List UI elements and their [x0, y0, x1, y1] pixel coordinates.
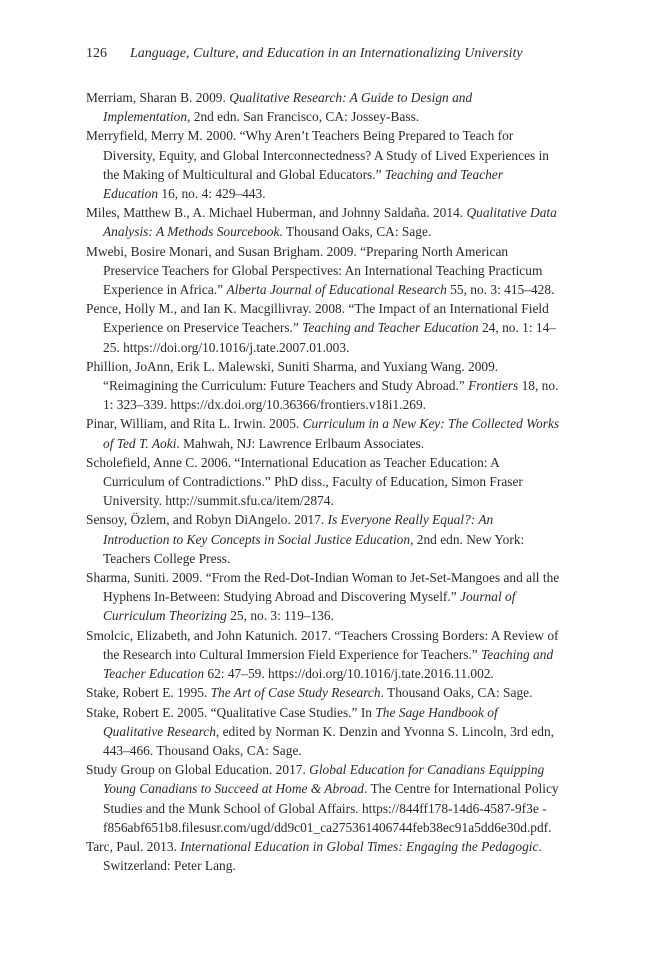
reference-text: 62: 47–59. https://doi.org/10.1016/j.tate.2016.11.002. — [204, 666, 494, 682]
reference-text: Pinar, William, and Rita L. Irwin. 2005. — [86, 416, 303, 432]
reference-title-italic: Qualitative Data Analysis: A Methods Sourcebook — [103, 205, 557, 240]
reference-text: Pence, Holly M., and Ian K. Macgillivray. 2008. “The Impact of an International Field Experience on Preservice Teachers.” — [86, 301, 549, 336]
reference-text: Sensoy, Özlem, and Robyn DiAngelo. 2017. — [86, 512, 328, 528]
reference-text: Phillion, JoAnn, Erik L. Malewski, Suniti Sharma, and Yuxiang Wang. 2009. “Reimagining the Curriculum: Future Teachers and Study Abroad.” — [86, 358, 499, 394]
reference-text: Mwebi, Bosire Monari, and Susan Brigham. 2009. “Preparing North American Preservice Teachers for Global Perspectives: An International Teaching Practicum Experience in Africa.” — [86, 243, 543, 298]
reference-text: Stake, Robert E. 2005. “Qualitative Case Studies.” In — [86, 704, 376, 720]
reference-entry — [86, 203, 560, 241]
reference-text: 24, no. 1: 14–25. https://doi.org/10.1016/j.tate.2007.01.003. — [103, 320, 557, 355]
reference-list — [86, 88, 560, 875]
reference-entry — [86, 357, 560, 415]
reference-entry — [86, 88, 560, 126]
reference-text: Merriam, Sharan B. 2009. — [86, 90, 230, 105]
reference-text: 25, no. 3: 119–136. — [226, 608, 334, 624]
reference-entry — [86, 568, 560, 626]
reference-text: . Thousand Oaks, CA: Sage. — [380, 685, 533, 701]
reference-title-italic: Alberta Journal of Educational Research — [226, 282, 447, 298]
reference-title-italic: Curriculum in a New Key: The Collected Works of Ted T. Aoki — [103, 416, 560, 451]
running-title: Language, Culture, and Education in an Internationalizing University — [130, 46, 523, 61]
page-number: 126 — [86, 46, 107, 61]
reference-title-italic: International Education in Global Times: Engaging the Pedagogic — [180, 838, 539, 854]
reference-text: Miles, Matthew B., A. Michael Huberman, and Johnny Saldaña. 2014. — [86, 205, 467, 221]
reference-text: Stake, Robert E. 1995. — [86, 685, 211, 701]
reference-text: . Switzerland: Peter Lang. — [103, 838, 542, 874]
reference-title-italic: The Art of Case Study Research — [210, 685, 381, 701]
running-header — [86, 44, 586, 64]
reference-text: Tarc, Paul. 2013. — [86, 838, 181, 854]
reference-text: 55, no. 3: 415–428. — [446, 282, 555, 298]
reference-entry — [86, 837, 560, 875]
reference-title-italic: Teaching and Teacher Education — [103, 166, 503, 202]
reference-text: Study Group on Global Education. 2017. — [86, 762, 310, 778]
reference-text: Scholefield, Anne C. 2006. “International Education as Teacher Education: A Curriculum of Contradictions.” PhD diss., Faculty of Education, Simon Fraser University. http://summit.sfu.ca/item/2874. — [86, 454, 523, 509]
reference-entry — [86, 299, 560, 357]
reference-title-italic: Journal of Curriculum Theorizing — [103, 589, 516, 624]
reference-title-italic: Teaching and Teacher Education — [103, 646, 554, 682]
reference-entry — [86, 242, 560, 300]
reference-text: , edited by Norman K. Denzin and Yvonna S. Lincoln, 3rd edn, 443–466. Thousand Oaks, CA: Sage. — [103, 723, 554, 758]
reference-text: Smolcic, Elizabeth, and John Katunich. 2017. “Teachers Crossing Borders: A Review of the Research into Cultural Immersion Field Experience for Teachers.” — [86, 627, 559, 662]
reference-text: , 2nd edn. San Francisco, CA: Jossey-Bass. — [187, 109, 420, 125]
reference-entry — [86, 510, 560, 568]
reference-text: Merryfield, Merry M. 2000. “Why Aren’t Teachers Being Prepared to Teach for Diversity, Equity, and Global Interconnectedness? A Study of Lived Experiences in the Making of Multicultural and Global Educators.” — [86, 128, 549, 182]
reference-text: . Thousand Oaks, CA: Sage. — [279, 224, 432, 240]
reference-title-italic: Teaching and Teacher Education — [302, 320, 479, 336]
reference-title-italic: Frontiers — [468, 378, 519, 394]
reference-entry — [86, 126, 560, 203]
reference-text: , 2nd edn. New York: Teachers College Press. — [103, 531, 525, 566]
reference-text: 16, no. 4: 429–443. — [158, 186, 266, 202]
reference-entry — [86, 683, 560, 702]
reference-text: Sharma, Suniti. 2009. “From the Red-Dot-Indian Woman to Jet-Set-Mangoes and all the Hyphens In-Between: Studying Abroad and Discovering Myself.” — [86, 570, 560, 605]
reference-title-italic: Is Everyone Really Equal?: An Introduction to Key Concepts in Social Justice Education — [103, 512, 494, 547]
reference-entry — [86, 414, 560, 452]
reference-text: . The Centre for International Policy Studies and the Munk School of Global Affairs. https://844ff178-14d6-4587-9f3e -f856abf651b8.filesusr.com/ugd/dd9c01_ca275361406744feb38ec91a5dd6e30d.pdf. — [103, 781, 559, 835]
reference-title-italic: Qualitative Research: A Guide to Design and Implementation — [103, 90, 473, 125]
reference-text: 18, no. 1: 323–339. https://dx.doi.org/10.36366/frontiers.v18i1.269. — [103, 378, 559, 413]
reference-title-italic: The Sage Handbook of Qualitative Research — [103, 704, 498, 739]
reference-entry — [86, 626, 560, 684]
reference-entry — [86, 760, 560, 837]
reference-entry — [86, 703, 560, 761]
reference-title-italic: Global Education for Canadians Equipping Young Canadians to Succeed at Home & Abroad — [103, 762, 545, 797]
reference-entry — [86, 453, 560, 511]
reference-text: . Mahwah, NJ: Lawrence Erlbaum Associates. — [176, 435, 425, 451]
